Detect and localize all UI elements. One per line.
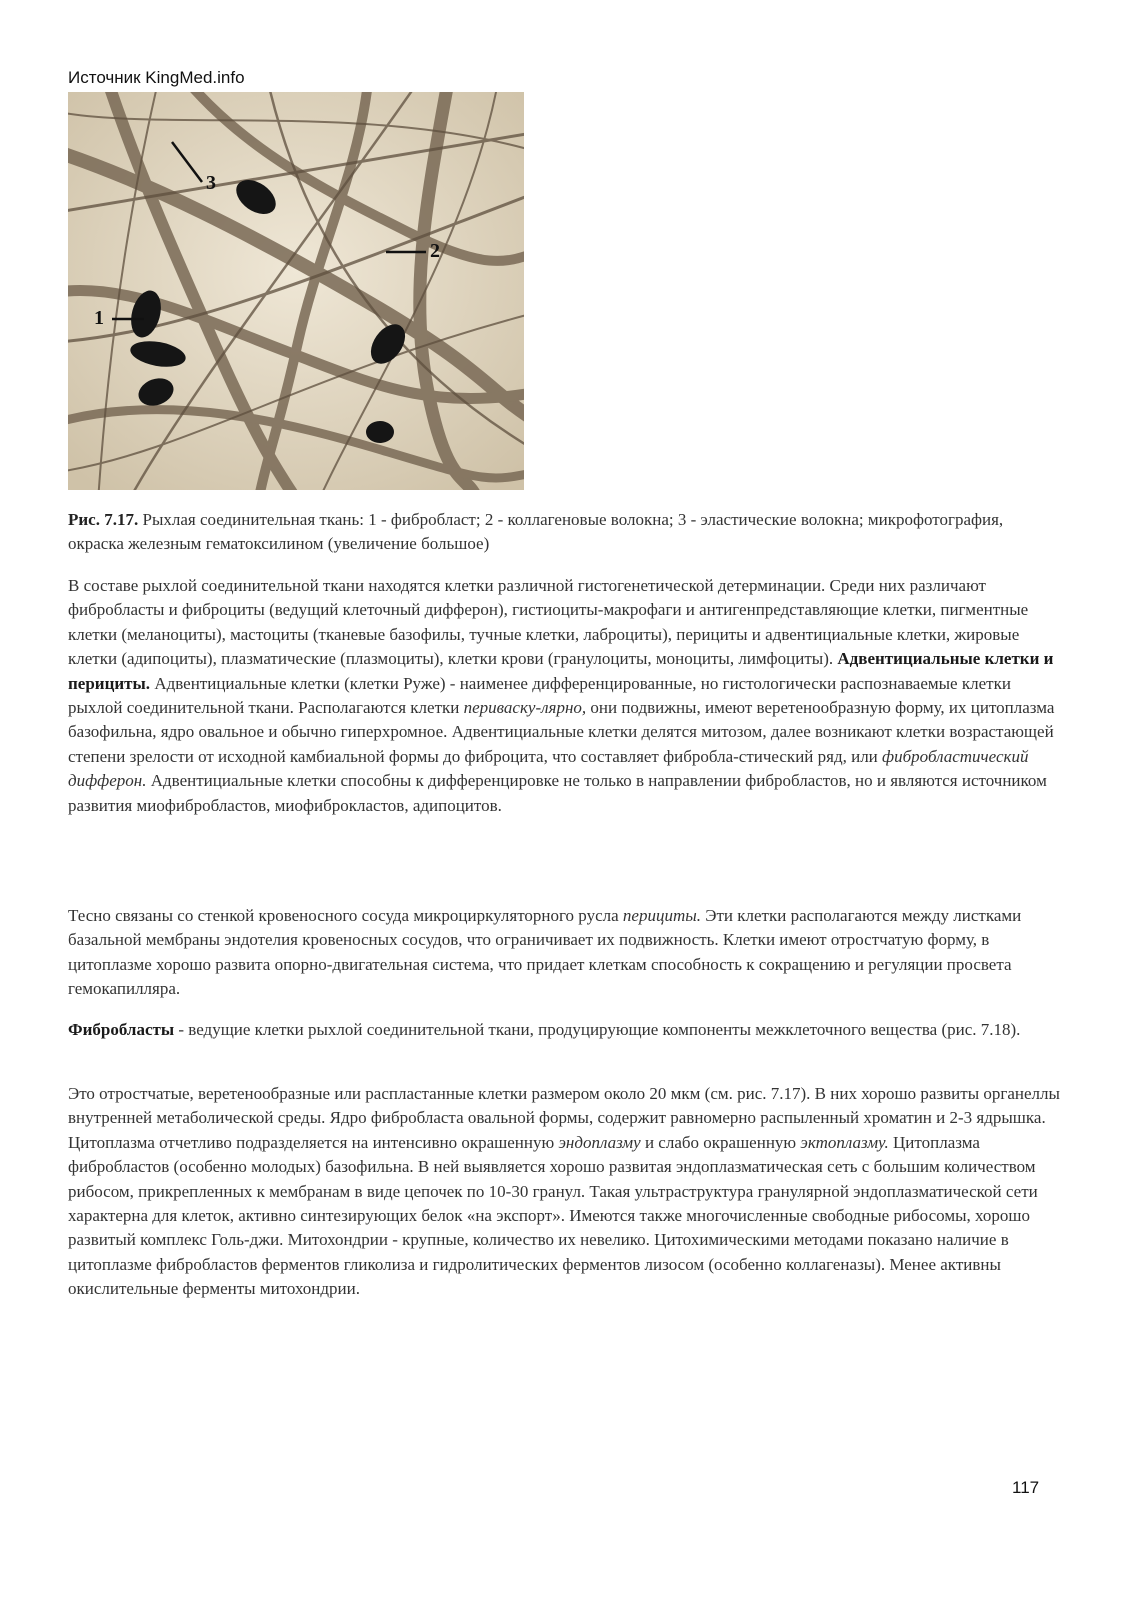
paragraph-4 — [68, 1082, 1068, 1302]
p4-italic-1: эндоплазму — [558, 1132, 641, 1152]
figure-label-1: 1 — [94, 307, 104, 329]
paragraph-3 — [68, 1018, 1068, 1042]
p1-text-1: В составе рыхлой соединительной ткани находятся клетки различной гистогенетической детерминации. Среди них различают фибробласты и фиброциты (ведущий клеточный дифферон), гистиоциты-макрофаги и антигенпредставляющие клетки, пигментные клетки (меланоциты), мастоциты (тканевые базофилы, тучные клетки, лаброциты), перициты и адвентициальные клетки, жировые клетки (адипоциты), плазматические (плазмоциты), клетки крови (гранулоциты, моноциты, лимфоциты). — [68, 576, 1029, 669]
p1-text-3: они подвижны, имеют веретенообразную форму, их цитоплазма базофильна, ядро овальное и обычно гиперхромное. Адвентициальные клетки делятся митозом, далее возникают клетки возрастающей степени зрелости от исходной камбиальной формы до фиброцита, что составляет фибробла-стический ряд, или — [68, 698, 1055, 766]
micrograph-image — [68, 92, 524, 490]
figure-caption — [68, 508, 1058, 556]
source-label: Источник KingMed.info — [68, 68, 245, 87]
page-number: 117 — [1012, 1478, 1040, 1497]
caption-text: Рыхлая соединительная ткань: 1 - фибробласт; 2 - коллагеновые волокна; 3 - эластические волокна; микрофотография, окраска железным гематоксилином (увеличение большое) — [68, 510, 1004, 553]
p1-text-4: Адвентициальные клетки способны к дифференцировке не только в направлении фибробластов, но и являются источником развития миофибробластов, миофиброкластов, адипоцитов. — [68, 771, 1047, 815]
figure-label-2: 2 — [430, 240, 440, 262]
paragraph-2 — [68, 904, 1068, 1002]
p3-heading: Фибробласты — [68, 1020, 175, 1039]
p2-text-1: Тесно связаны со стенкой кровеносного сосуда микроциркуляторного русла — [68, 906, 623, 925]
p4-text-1: Это отростчатые, веретенообразные или распластанные клетки размером около 20 мкм (см. рис. 7.17). В них хорошо развиты органеллы внутренней метаболической среды. Ядро фибробласта овальной формы, содержит равномерно распыленный хроматин и 2-3 ядрышка. Цитоплазма отчетливо подразделяется на интенсивно окрашенную — [68, 1084, 1060, 1152]
paragraph-1 — [68, 574, 1068, 818]
p2-italic-1: перициты. — [622, 906, 701, 925]
p2-text-2: Эти клетки располагаются между листками базальной мембраны эндотелия кровеносных сосудов, что ограничивает их подвижность. Клетки имеют отростчатую форму, в цитоплазме хорошо развита опорно-двигательная система, что придает клеткам способность к сокращению и регуляции просвета гемокапилляра. — [68, 906, 1022, 999]
p1-italic-1: периваску-лярно, — [463, 698, 587, 718]
p4-italic-2: эктоплазму. — [800, 1132, 889, 1152]
p3-text-1: - ведущие клетки рыхлой соединительной ткани, продуцирующие компоненты межклеточного вещества (рис. 7.18). — [174, 1020, 1021, 1039]
p1-italic-2: фибробластический дифферон. — [68, 746, 1029, 791]
caption-prefix: Рис. 7.17. — [68, 510, 139, 529]
p4-text-2: и слабо окрашенную — [640, 1132, 801, 1152]
micrograph-figure — [68, 92, 524, 490]
figure-label-3: 3 — [206, 172, 216, 194]
p4-text-3: Цитоплазма фибробластов (особенно молодых) базофильна. В ней выявляется хорошо развитая эндоплазматическая сеть с большим количеством рибосом, прикрепленных к мембранам в виде цепочек по 10-30 гранул. Такая ультраструктура гранулярной эндоплазматической сети характерна для клеток, активно синтезирующих белок «на экспорт». Имеются также многочисленные свободные рибосомы, хорошо развитый комплекс Голь-джи. Митохондрии - крупные, количество их невелико. Цитохимическими методами показано наличие в цитоплазме фибробластов ферментов гликолиза и гидролитических ферментов лизосом (особенно коллагеназы). Менее активны окислительные ферменты митохондрии. — [68, 1132, 1038, 1299]
p1-text-2: Адвентициальные клетки (клетки Руже) - наименее дифференцированные, но гистологически распознаваемые клетки рыхлой соединительной ткани. Располагаются клетки — [68, 673, 1011, 718]
p1-heading: Адвентициальные клетки и перициты. — [68, 649, 1054, 693]
